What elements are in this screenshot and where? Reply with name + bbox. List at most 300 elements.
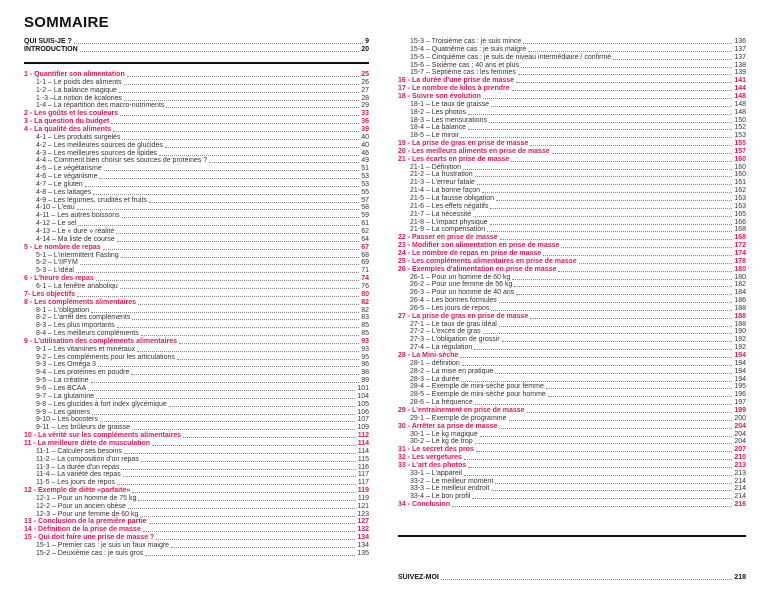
toc-entry-label: 15-2 – Deuxième cas : je suis gros xyxy=(36,549,144,557)
dot-leader xyxy=(85,186,360,187)
dot-leader xyxy=(491,490,732,491)
toc-entry-page: 160 xyxy=(734,163,746,171)
toc-subentry[interactable] xyxy=(24,464,369,472)
toc-subentry[interactable] xyxy=(398,344,746,352)
toc-entry-page: 106 xyxy=(357,408,369,416)
dot-leader xyxy=(132,429,355,430)
toc-entry[interactable] xyxy=(398,258,746,266)
toc-subentry[interactable] xyxy=(24,377,369,385)
toc-entry[interactable] xyxy=(24,440,369,448)
toc-subentry[interactable] xyxy=(24,283,369,291)
toc-subentry[interactable] xyxy=(398,360,746,368)
toc-subentry[interactable] xyxy=(398,109,746,117)
toc-subentry[interactable] xyxy=(398,164,746,172)
dot-leader xyxy=(122,217,360,218)
toc-entry-page: 186 xyxy=(734,297,746,305)
dot-leader xyxy=(468,114,732,115)
dot-leader xyxy=(121,469,356,470)
toc-entry-label: 13 - Conclusion de la première partie xyxy=(24,518,147,526)
toc-entry-page: 197 xyxy=(734,399,746,407)
toc-subentry[interactable] xyxy=(24,471,369,479)
toc-entry-label: 18-4 – La balance xyxy=(410,124,467,132)
toc-entry-page: 9 xyxy=(365,38,369,45)
toc-subentry[interactable] xyxy=(24,424,369,432)
toc-entry-page: 192 xyxy=(734,344,746,352)
toc-subentry[interactable] xyxy=(24,456,369,464)
toc-entry-page: 53 xyxy=(361,180,369,188)
toc-entry-label: 1 -3 –La notion de kcalories xyxy=(36,94,122,102)
toc-entry-label: 8-3 – Les plus importants xyxy=(36,322,115,330)
toc-subentry[interactable] xyxy=(24,409,369,417)
toc-entry-label: 1-1 – Le poids des aliments xyxy=(36,78,122,86)
dot-leader xyxy=(104,170,359,171)
dot-leader xyxy=(78,225,359,226)
dot-leader xyxy=(179,343,359,344)
dot-leader xyxy=(441,579,732,580)
toc-subentry[interactable] xyxy=(24,385,369,393)
toc-subentry[interactable] xyxy=(24,220,369,228)
toc-entry-page: 165 xyxy=(734,210,746,218)
toc-entry-label: QUI SUIS-JE ? xyxy=(24,38,72,45)
dot-leader xyxy=(91,382,360,383)
toc-entry-page: 137 xyxy=(734,53,746,61)
toc-entry[interactable] xyxy=(398,250,746,258)
toc-entry-label: 1-4 – La répartition des macro-nutriments xyxy=(36,102,165,110)
toc-subentry[interactable] xyxy=(398,391,746,399)
dot-leader xyxy=(111,123,359,124)
dot-leader xyxy=(477,184,733,185)
toc-subentry[interactable] xyxy=(398,321,746,329)
toc-entry-page: 136 xyxy=(734,38,746,45)
toc-entry[interactable] xyxy=(398,446,746,454)
toc-entry[interactable] xyxy=(398,313,746,321)
toc-subentry[interactable] xyxy=(24,157,369,165)
toc-subentry[interactable] xyxy=(398,297,746,305)
toc-entry-page: 119 xyxy=(357,487,369,495)
toc-entry-label: 12-2 – Pour un ancien obèse xyxy=(36,502,126,510)
toc-entry[interactable] xyxy=(24,110,369,118)
toc-entry[interactable] xyxy=(24,299,369,307)
toc-subentry[interactable] xyxy=(24,181,369,189)
toc-subentry[interactable] xyxy=(24,259,369,267)
toc-entry-page: 194 xyxy=(734,359,746,367)
dot-leader xyxy=(120,288,359,289)
toc-entry-page: 153 xyxy=(734,132,746,140)
toc-subentry[interactable] xyxy=(398,485,746,493)
toc-subentry[interactable] xyxy=(24,150,369,158)
toc-subentry[interactable] xyxy=(398,399,746,407)
dot-leader xyxy=(117,241,360,242)
toc-entry-page: 36 xyxy=(361,118,369,126)
dot-leader xyxy=(77,209,360,210)
toc-entry[interactable] xyxy=(398,352,746,360)
toc-entry-label: 27-2 – L'excès de gras xyxy=(410,328,481,336)
toc-entry-page: 29 xyxy=(361,102,369,110)
toc-entry-label: 15-5 – Cinquième cas : je suis de niveau intermédiaire / confirmé xyxy=(410,53,612,61)
toc-entry-page: 214 xyxy=(734,485,746,493)
toc-subentry[interactable] xyxy=(24,354,369,362)
dot-leader xyxy=(77,296,359,297)
toc-subentry[interactable] xyxy=(398,62,746,70)
toc-subentry[interactable] xyxy=(398,383,746,391)
toc-entry-label: 4-11 – Les autres boissons xyxy=(36,212,120,220)
toc-entry-page: 59 xyxy=(361,212,369,220)
toc-entry-page: 148 xyxy=(734,92,746,100)
toc-subentry[interactable] xyxy=(398,376,746,384)
dot-leader xyxy=(74,43,363,44)
toc-subentry[interactable] xyxy=(24,189,369,197)
dot-leader xyxy=(127,76,359,77)
dot-leader xyxy=(156,539,355,540)
toc-subentry[interactable] xyxy=(398,431,746,439)
toc-entry-label: 28-1 – définition xyxy=(410,359,460,367)
toc-entry-page: 174 xyxy=(734,249,746,257)
toc-entry-page: 132 xyxy=(357,526,369,534)
toc-entry[interactable] xyxy=(398,454,746,462)
toc-entry-label: 4-3 – Les meilleures sources de lipides xyxy=(36,149,158,157)
toc-entry-page: 114 xyxy=(357,447,369,455)
toc-entry-label: 5-1 – L'intermittent Fasting xyxy=(36,251,119,259)
toc-entry-label: 27-3 – L'obligation de grossir xyxy=(410,336,500,344)
toc-subentry[interactable] xyxy=(24,346,369,354)
toc-subentry[interactable] xyxy=(398,124,746,132)
dot-leader xyxy=(452,506,732,507)
dot-leader xyxy=(121,257,360,258)
toc-entry-label: 4 - La qualité des aliments xyxy=(24,125,112,133)
toc-entry-page: 82 xyxy=(361,306,369,314)
dot-leader xyxy=(558,271,732,272)
toc-subentry[interactable] xyxy=(24,212,369,220)
toc-subentry[interactable] xyxy=(398,219,746,227)
toc-entry[interactable] xyxy=(24,46,369,54)
toc-entry-page: 157 xyxy=(734,147,746,155)
dot-leader xyxy=(511,161,732,162)
toc-entry-page: 68 xyxy=(361,251,369,259)
toc-entry-label: 9-1 – Les vitamines et minéraux xyxy=(36,345,136,353)
toc-subentry[interactable] xyxy=(24,267,369,275)
toc-entry-page: 67 xyxy=(361,243,369,251)
toc-entry-page: 160 xyxy=(734,171,746,179)
toc-entry-label: 5-3 – L'idéal xyxy=(36,267,74,275)
toc-subentry[interactable] xyxy=(24,307,369,315)
toc-entry[interactable] xyxy=(398,234,746,242)
dot-leader xyxy=(613,59,732,60)
dot-leader xyxy=(527,412,733,413)
toc-entry-page: 150 xyxy=(734,116,746,124)
toc-subentry[interactable] xyxy=(398,38,746,46)
dot-leader xyxy=(499,302,733,303)
toc-subentry[interactable] xyxy=(398,226,746,234)
toc-entry-label: 12 - Exemple de diète «parfaite» xyxy=(24,487,131,495)
toc-entry-page: 109 xyxy=(357,424,369,432)
toc-entry-page: 46 xyxy=(361,149,369,157)
toc-subentry[interactable] xyxy=(24,393,369,401)
toc-entry-label: 16 - La durée d'une prise de masse xyxy=(398,77,515,85)
dot-leader xyxy=(495,483,732,484)
toc-entry[interactable] xyxy=(24,338,369,346)
toc-subentry[interactable] xyxy=(398,470,746,478)
toc-entry[interactable] xyxy=(398,140,746,148)
toc-entry-page: 190 xyxy=(734,328,746,336)
dot-leader xyxy=(103,249,360,250)
toc-entry[interactable] xyxy=(24,518,369,526)
toc-entry-label: 1 - Quantifier son alimentation xyxy=(24,71,125,78)
dot-leader xyxy=(462,365,732,366)
toc-entry[interactable] xyxy=(24,534,369,542)
toc-entry-label: 4-12 – Le sel xyxy=(36,220,77,228)
toc-entry[interactable] xyxy=(24,38,369,46)
dot-leader xyxy=(140,516,355,517)
toc-subentry[interactable] xyxy=(24,204,369,212)
dot-leader xyxy=(80,51,360,52)
toc-entry-label: 8-4 – Les meilleurs compléments xyxy=(36,330,139,338)
toc-subentry[interactable] xyxy=(398,274,746,282)
toc-entry-label: 33 - L'art des photos xyxy=(398,461,467,469)
dot-leader xyxy=(123,476,356,477)
toc-subentry[interactable] xyxy=(398,493,746,501)
toc-entry-page: 204 xyxy=(734,422,746,430)
toc-subentry[interactable] xyxy=(24,165,369,173)
dot-leader xyxy=(495,373,732,374)
toc-entry-label: 30-2 – Le kg de trop xyxy=(410,438,473,446)
toc-subentry[interactable] xyxy=(398,203,746,211)
toc-subentry[interactable] xyxy=(24,416,369,424)
toc-subentry[interactable] xyxy=(24,401,369,409)
toc-entry-page: 98 xyxy=(361,369,369,377)
dot-leader xyxy=(530,145,732,146)
dot-leader xyxy=(138,304,359,305)
toc-entry[interactable] xyxy=(398,148,746,156)
dot-leader xyxy=(475,404,733,405)
toc-subentry[interactable] xyxy=(24,503,369,511)
toc-entry[interactable] xyxy=(24,244,369,252)
toc-subentry[interactable] xyxy=(24,142,369,150)
toc-entry[interactable] xyxy=(24,526,369,534)
toc-entry-label: 4-5 – Le végétarisme xyxy=(36,165,102,173)
toc-entry-page: 213 xyxy=(734,469,746,477)
toc-entry-label: 18-2 – Les photos xyxy=(410,108,467,116)
toc-subentry[interactable] xyxy=(398,69,746,77)
dot-leader xyxy=(91,312,359,313)
toc-subentry[interactable] xyxy=(398,101,746,109)
toc-subentry[interactable] xyxy=(398,187,746,195)
section-divider xyxy=(398,535,746,537)
dot-leader xyxy=(502,341,733,342)
toc-entry-label: 26 - Exemples d'alimentation en prise de masse xyxy=(398,265,557,273)
toc-entry-page: 180 xyxy=(734,265,746,273)
toc-entry-label: 6 - L'heure des repas xyxy=(24,275,94,283)
toc-entry[interactable] xyxy=(24,291,369,299)
toc-entry-page: 121 xyxy=(357,502,369,510)
toc-subentry[interactable] xyxy=(398,171,746,179)
dot-leader xyxy=(119,92,359,93)
toc-subentry[interactable] xyxy=(24,369,369,377)
toc-entry-page: 135 xyxy=(357,549,369,557)
toc-entry[interactable] xyxy=(398,574,746,582)
toc-entry-label: 23 - Modifier son alimentation en prise de masse xyxy=(398,242,560,250)
toc-entry-page: 163 xyxy=(734,202,746,210)
toc-subentry[interactable] xyxy=(24,228,369,236)
dot-leader xyxy=(512,90,733,91)
dot-leader xyxy=(138,500,355,501)
toc-entry[interactable] xyxy=(398,77,746,85)
toc-subentry[interactable] xyxy=(398,305,746,313)
dot-leader xyxy=(483,333,733,334)
dot-leader xyxy=(149,523,356,524)
toc-subentry[interactable] xyxy=(398,368,746,376)
toc-subentry[interactable] xyxy=(398,46,746,54)
toc-entry-page: 27 xyxy=(361,86,369,94)
dot-leader xyxy=(171,547,355,548)
toc-entry-label: 9-2 – Les compléments pour les articulations xyxy=(36,353,175,361)
toc-entry[interactable] xyxy=(24,275,369,283)
toc-entry[interactable] xyxy=(24,487,369,495)
dot-leader xyxy=(117,484,356,485)
toc-entry-label: 26-5 – Les jours de repos xyxy=(410,304,490,312)
toc-subentry[interactable] xyxy=(24,173,369,181)
toc-subentry[interactable] xyxy=(24,330,369,338)
toc-subentry[interactable] xyxy=(24,479,369,487)
toc-entry[interactable] xyxy=(398,462,746,470)
toc-subentry[interactable] xyxy=(24,197,369,205)
toc-entry-label: 15-3 – Troisième cas : je suis mince xyxy=(410,38,522,45)
dot-leader xyxy=(474,349,732,350)
toc-entry-label: 10 - La vérité sur les compléments alimentaires xyxy=(24,432,182,440)
toc-entry[interactable] xyxy=(24,126,369,134)
toc-subentry[interactable] xyxy=(398,438,746,446)
toc-subentry[interactable] xyxy=(398,328,746,336)
toc-entry-label: 2 - Les goûts et les couleurs xyxy=(24,110,119,118)
dot-leader xyxy=(209,162,359,163)
toc-subentry[interactable] xyxy=(398,211,746,219)
toc-entry[interactable] xyxy=(24,118,369,126)
toc-subentry[interactable] xyxy=(398,132,746,140)
dot-leader xyxy=(509,420,733,421)
toc-subentry[interactable] xyxy=(398,289,746,297)
toc-entry-label: 9-10 – Les boosters xyxy=(36,416,98,424)
toc-subentry[interactable] xyxy=(24,236,369,244)
toc-subentry[interactable] xyxy=(24,314,369,322)
toc-subentry[interactable] xyxy=(24,495,369,503)
toc-entry-label: 15 - Qui doit faire une prise de masse ? xyxy=(24,534,155,542)
toc-entry[interactable] xyxy=(398,85,746,93)
toc-subentry[interactable] xyxy=(24,102,369,110)
toc-subentry[interactable] xyxy=(24,361,369,369)
toc-entry-label: 22 - Passer en prise de masse xyxy=(398,234,498,242)
toc-entry-page: 40 xyxy=(361,133,369,141)
toc-entry-label: 9-5 – La créatine xyxy=(36,377,89,385)
toc-entry[interactable] xyxy=(398,423,746,431)
toc-entry-label: 11-5 – Les jours de repos xyxy=(36,479,115,487)
toc-subentry[interactable] xyxy=(398,54,746,62)
toc-entry-label: 11 - La meilleure diète de musculation xyxy=(24,439,151,447)
toc-subentry[interactable] xyxy=(398,281,746,289)
toc-entry-label: 8-2 – L'arrêt des compléments xyxy=(36,314,131,322)
dot-leader xyxy=(141,335,359,336)
toc-entry-label: 9-3 – Les Oméga 3 xyxy=(36,361,96,369)
toc-subentry[interactable] xyxy=(24,79,369,87)
toc-entry[interactable] xyxy=(398,156,746,164)
toc-entry[interactable] xyxy=(398,407,746,415)
toc-entry-page: 141 xyxy=(734,77,746,85)
toc-entry-page: 134 xyxy=(357,534,369,542)
toc-entry-page: 105 xyxy=(357,400,369,408)
toc-entry[interactable] xyxy=(398,242,746,250)
dot-leader xyxy=(141,461,356,462)
toc-subentry[interactable] xyxy=(398,117,746,125)
section-divider xyxy=(24,62,369,64)
toc-entry-label: 24 - Le nombre de repas en prise de masse xyxy=(398,249,542,257)
toc-subentry[interactable] xyxy=(24,511,369,519)
toc-entry-page: 83 xyxy=(361,314,369,322)
toc-subentry[interactable] xyxy=(24,134,369,142)
toc-entry-label: 4-7 – Le gluten xyxy=(36,180,83,188)
dot-leader xyxy=(500,239,733,240)
toc-entry-page: 117 xyxy=(357,479,369,487)
toc-subentry[interactable] xyxy=(398,478,746,486)
toc-entry-label: 11-1 – Calculer ses besoins xyxy=(36,447,122,455)
toc-entry-label: 5-2 – L'IIFYM xyxy=(36,259,78,267)
dot-leader xyxy=(116,233,359,234)
toc-entry[interactable] xyxy=(398,501,746,509)
toc-entry-label: 3 - La question du budget xyxy=(24,118,110,126)
toc-subentry[interactable] xyxy=(398,415,746,423)
toc-entry[interactable] xyxy=(24,432,369,440)
toc-entry-label: SUIVEZ-MOI xyxy=(398,574,439,581)
dot-leader xyxy=(93,194,359,195)
toc-subentry[interactable] xyxy=(24,87,369,95)
toc-subentry[interactable] xyxy=(398,179,746,187)
toc-entry-page: 163 xyxy=(734,195,746,202)
toc-entry-page: 204 xyxy=(734,430,746,438)
toc-entry-page: 166 xyxy=(734,218,746,226)
toc-subentry[interactable] xyxy=(24,448,369,456)
toc-entry-page: 184 xyxy=(734,289,746,297)
toc-entry-label: 9-11 – Les brûleurs de graisse xyxy=(36,424,131,432)
toc-entry[interactable] xyxy=(398,266,746,274)
toc-entry-page: 57 xyxy=(361,196,369,204)
toc-subentry[interactable] xyxy=(398,336,746,344)
toc-subentry[interactable] xyxy=(398,195,746,203)
dot-leader xyxy=(480,436,733,437)
dot-leader xyxy=(152,445,356,446)
toc-entry-page: 115 xyxy=(357,455,369,463)
toc-subentry[interactable] xyxy=(24,322,369,330)
toc-entry-label: 21-2 – La frustration xyxy=(410,171,473,179)
toc-entry[interactable] xyxy=(24,71,369,79)
dot-leader xyxy=(512,279,732,280)
dot-leader xyxy=(177,359,359,360)
toc-entry-label: 4-4 – Comment bien choisir ses sources de protéines ? xyxy=(36,157,208,165)
toc-subentry[interactable] xyxy=(24,550,369,558)
toc-entry-page: 85 xyxy=(361,330,369,338)
toc-subentry[interactable] xyxy=(24,542,369,550)
toc-subentry[interactable] xyxy=(24,252,369,260)
toc-entry-page: 218 xyxy=(734,574,746,581)
toc-entry-label: 31 - Le secret des pros xyxy=(398,446,474,454)
dot-leader xyxy=(548,396,733,397)
dot-leader xyxy=(490,224,733,225)
toc-entry-page: 95 xyxy=(361,353,369,361)
toc-entry-page: 76 xyxy=(361,282,369,290)
toc-entry-label: 27-4 – La régulation xyxy=(410,344,473,352)
toc-entry-page: 117 xyxy=(357,471,369,479)
dot-leader xyxy=(482,192,732,193)
toc-entry-label: 34 - Conclusion xyxy=(398,501,451,509)
toc-subentry[interactable] xyxy=(24,95,369,103)
dot-leader xyxy=(165,147,359,148)
toc-entry[interactable] xyxy=(398,93,746,101)
